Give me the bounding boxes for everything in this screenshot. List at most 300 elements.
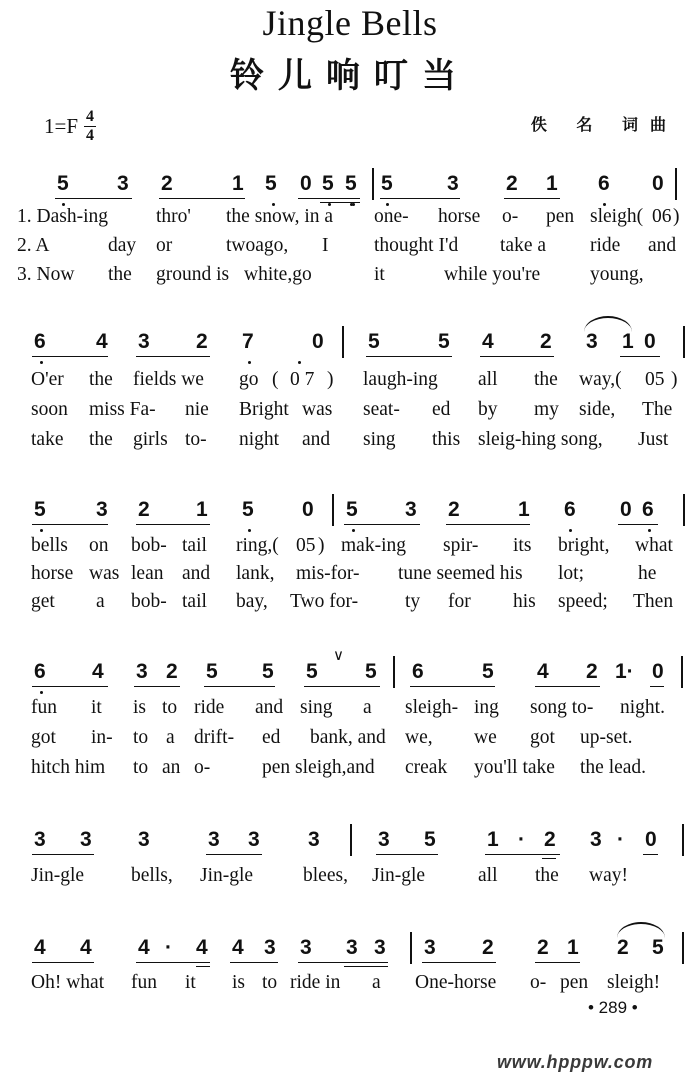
beam-underline [136,524,210,525]
note: 2 [448,498,460,521]
note: 2 [506,172,518,195]
note: 0 [302,498,314,521]
key-signature: 1=F [44,114,79,138]
beam-underline [298,198,360,199]
beam-underline [535,686,600,687]
tie-slur [584,316,632,332]
time-sig-top: 4 [86,108,95,125]
lyric-syllable: and [302,429,331,450]
breath-mark: ∨ [333,647,344,664]
lyric-syllable: up-set. [580,727,633,748]
lyric-syllable: fields we [133,369,204,390]
bar-line [410,932,412,964]
lyric-syllable: side, [579,399,616,420]
lyric-syllable: pen sleigh,and [262,757,375,778]
lyric-syllable: sleig-hing song, [478,429,603,450]
note: 0 [620,498,632,521]
lyric-syllable: mak-ing [341,535,406,556]
lyric-syllable: Bright [239,399,289,420]
lyric-syllable: Oh! what [31,972,105,993]
lyric-syllable: 1. Dash-ing [17,206,108,227]
lyric-syllable: all [478,865,498,886]
bar-line [372,168,374,200]
note: 5 [262,660,274,683]
lyric-syllable: his [513,591,536,612]
lyric-syllable: o- [502,206,519,227]
note: 1 [622,330,634,353]
lyric-syllable: seat- [363,399,400,420]
note: 3 [136,660,148,683]
lyric-syllable: pen [546,206,575,227]
note: 6 [34,660,46,683]
notation-line-6 [0,936,700,966]
lyric-syllable: bob- [131,535,167,556]
lyric-syllable: night. [620,697,665,718]
lyric-syllable: a [363,697,372,718]
lyric-syllable: or [156,235,173,256]
bar-line [683,494,685,526]
lyric-syllable: fun [131,972,157,993]
low-octave-dot [298,361,301,364]
bar-line [675,168,677,200]
note: · [518,828,525,851]
page-number: • 289 • [588,998,638,1017]
note: 5 [322,172,334,195]
note: 2 [161,172,173,195]
lyric-line-6-verse-1 [0,972,700,998]
note: 5 [381,172,393,195]
note: 0 [652,172,664,195]
lyric-syllable: ing [474,697,499,718]
lyric-syllable: an [162,757,181,778]
lyric-syllable: way,( [579,369,622,390]
lyric-syllable: to [133,727,149,748]
lyric-syllable: ring,( [236,535,279,556]
low-octave-dot [648,529,651,532]
lyric-line-3-verse-2 [0,563,700,589]
beam-underline [159,198,245,199]
lyric-syllable: ) [673,206,680,227]
lyric-syllable: horse [31,563,74,584]
low-octave-dot [569,529,572,532]
lyric-syllable: you'll take [474,757,555,778]
lyric-syllable: bay, [236,591,268,612]
note: 5 [345,172,357,195]
beam-underline [618,524,658,525]
lyric-syllable: ride [194,697,225,718]
lyric-syllable: 05 [645,369,665,390]
song-title-english: Jingle Bells [262,3,438,43]
lyric-syllable: the [89,429,113,450]
notation-line-2 [0,330,700,360]
lyric-syllable: white,go [244,264,312,285]
lyric-syllable: Jin-gle [31,865,85,886]
beam-underline [380,198,460,199]
lyric-syllable: was [89,563,120,584]
note: 2 [166,660,178,683]
lyric-syllable: ( [272,369,279,390]
note: 6 [642,498,654,521]
lyric-syllable: ) [318,535,325,556]
lyric-syllable: all [478,369,498,390]
song-title-chinese: 铃儿响叮当 [230,56,470,96]
note: 1 [487,828,499,851]
beam-underline [206,854,262,855]
lyric-syllable: got [31,727,56,748]
note: 0 [300,172,312,195]
note: 5 [368,330,380,353]
beam-underline [643,854,658,855]
note: 1 [518,498,530,521]
bar-line [683,326,685,358]
note: 5 [265,172,277,195]
lyric-syllable: I [322,235,329,256]
lyric-syllable: one- [374,206,409,227]
beam-underline [55,198,132,199]
lyric-syllable: song to- [530,697,594,718]
note: 1 [546,172,558,195]
note: 3 [138,828,150,851]
note: 0 [645,828,657,851]
low-octave-dot [40,529,43,532]
lyric-syllable: while you're [444,264,541,285]
note: 1 [196,498,208,521]
note: 6 [412,660,424,683]
note: 3 [138,330,150,353]
lyric-line-2-verse-2 [0,399,700,425]
note: 6 [564,498,576,521]
lyric-syllable: in- [91,727,113,748]
note: 4 [80,936,92,959]
lyric-syllable: is [232,972,246,993]
lyric-syllable: ty [405,591,421,612]
beam-underline [304,686,380,687]
lyric-syllable: pen [560,972,589,993]
lyric-syllable: speed; [558,591,608,612]
note: 3 [96,498,108,521]
note: 2 [544,828,556,851]
lyric-syllable: we, [405,727,433,748]
lyric-syllable: day [108,235,137,256]
beam-underline [344,524,420,525]
lyric-line-4-verse-2 [0,727,700,753]
lyric-syllable: twoago, [226,235,289,256]
beam-underline [136,962,210,963]
lyric-syllable: o- [194,757,211,778]
composer-credit: 佚 名 词曲 [530,115,678,134]
key-and-time-signature [44,108,96,145]
lyric-syllable: bright, [558,535,610,556]
lyric-syllable: fun [31,697,57,718]
lyric-syllable: drift- [194,727,235,748]
lyric-syllable: sing [300,697,333,718]
lyric-syllable: O'er [31,369,64,390]
note: 2 [540,330,552,353]
lyric-syllable: is [133,697,147,718]
lyric-syllable: a [166,727,175,748]
lyric-syllable: miss Fa- [89,399,156,420]
lyric-syllable: by [478,399,498,420]
beam-underline [620,356,660,357]
lyric-syllable: for [448,591,471,612]
lyric-syllable: thro' [156,206,191,227]
lyric-syllable: Two for- [290,591,359,612]
lyric-line-1-verse-1 [0,206,700,232]
lyric-syllable: this [432,429,461,450]
lyric-syllable: the [89,369,113,390]
lyric-syllable: girls [133,429,168,450]
beam-underline [504,198,560,199]
lyric-syllable: and [182,563,211,584]
low-octave-dot [248,529,251,532]
note: 3 [447,172,459,195]
beam-underline [446,524,530,525]
lyric-syllable: ed [262,727,281,748]
lyric-syllable: Then [633,591,674,612]
lyric-line-4-verse-1 [0,697,700,723]
double-beam-underline [542,858,556,859]
lyric-syllable: to [262,972,278,993]
lyric-syllable: take a [500,235,547,256]
bar-line [682,824,684,856]
lyric-syllable: way! [589,865,628,886]
lyric-syllable: creak [405,757,448,778]
note: 2 [196,330,208,353]
lyric-syllable: ride in [290,972,341,993]
lyric-syllable: ride [590,235,621,256]
note: · [165,936,172,959]
lyric-syllable: bank, and [310,727,386,748]
lyric-syllable: bob- [131,591,167,612]
lyric-syllable: 05 [296,535,316,556]
lyric-line-2-verse-3 [0,429,700,455]
lyric-syllable: horse [438,206,481,227]
low-octave-dot [40,361,43,364]
lyric-syllable: what [635,535,673,556]
note: 0 [644,330,656,353]
beam-underline [298,962,388,963]
note: 5 [57,172,69,195]
lyric-line-5-verse-1 [0,865,700,891]
low-octave-dot [352,529,355,532]
beam-underline [480,356,554,357]
lyric-syllable: blees, [303,865,348,886]
note: 3 [424,936,436,959]
lyric-syllable: it [185,972,196,993]
beam-underline [366,356,452,357]
lyric-syllable: he [638,563,657,584]
note: 3 [300,936,312,959]
note: 2 [537,936,549,959]
lyric-syllable: got [530,727,555,748]
lyric-syllable: ed [432,399,451,420]
time-signature [84,108,96,145]
tie-slur [617,922,665,938]
lyric-syllable: thought I'd [374,235,459,256]
lyric-syllable: hitch him [31,757,106,778]
lyric-syllable: a [372,972,381,993]
note: 3 [264,936,276,959]
lyric-syllable: its [513,535,532,556]
note: 4 [92,660,104,683]
lyric-syllable: spir- [443,535,479,556]
note: 1· [615,660,634,683]
lyric-syllable: tail [182,591,207,612]
beam-underline [32,524,108,525]
beam-underline [32,356,108,357]
note: 5 [34,498,46,521]
low-octave-dot [40,691,43,694]
lyric-syllable: go [239,369,259,390]
note: 4 [232,936,244,959]
lyric-syllable: and [648,235,677,256]
beam-underline [422,962,496,963]
note: 1 [232,172,244,195]
note: 4 [196,936,208,959]
note: 2 [586,660,598,683]
note: 3 [117,172,129,195]
lyric-syllable: we [474,727,497,748]
lyric-syllable: One-horse [415,972,497,993]
beam-underline [376,854,438,855]
lyric-syllable: get [31,591,55,612]
lyric-syllable: the snow, in a [226,206,334,227]
lyric-syllable: it [91,697,102,718]
watermark: www.hpppw.com [497,1052,654,1072]
note: · [617,828,624,851]
lyric-syllable: soon [31,399,68,420]
beam-underline [32,854,94,855]
note: 4 [138,936,150,959]
lyric-line-4-verse-3 [0,757,700,783]
lyric-line-3-verse-3 [0,591,700,617]
note: 2 [482,936,494,959]
lyric-syllable: sleigh! [607,972,661,993]
beam-underline [230,962,278,963]
lyric-syllable: a [96,591,105,612]
lyric-syllable: the [108,264,132,285]
note: 5 [346,498,358,521]
lyric-syllable: The [642,399,673,420]
lyric-syllable: lank, [236,563,275,584]
lyric-syllable: ground is [156,264,230,285]
bar-line [350,824,352,856]
notation-line-4 [0,647,700,690]
beam-underline [136,356,210,357]
note: 3 [374,936,386,959]
lyric-syllable: Just [638,429,669,450]
bar-line [393,656,395,688]
notation-line-1 [0,172,700,202]
bar-line [682,932,684,964]
beam-underline [204,686,275,687]
note: 5 [482,660,494,683]
double-beam-underline [344,966,388,967]
lyric-syllable: Jin-gle [372,865,426,886]
beam-underline [32,962,94,963]
bar-line [332,494,334,526]
beam-underline [410,686,495,687]
note: 6 [598,172,610,195]
bar-line [681,656,683,688]
note: 3 [378,828,390,851]
lyric-line-1-verse-2 [0,235,700,261]
note: 0 [312,330,324,353]
time-sig-bottom: 4 [86,127,95,144]
note: 3 [586,330,598,353]
low-octave-dot [248,361,251,364]
lyric-syllable: the [534,369,558,390]
lyric-syllable: mis-for- [296,563,360,584]
note: 3 [590,828,602,851]
note: 5 [365,660,377,683]
note: 5 [424,828,436,851]
lyric-syllable: Jin-gle [200,865,254,886]
note: 3 [405,498,417,521]
lyric-syllable: laugh-ing [363,369,438,390]
double-beam-underline [196,966,210,967]
note: 5 [206,660,218,683]
beam-underline [535,962,580,963]
note: 1 [567,936,579,959]
lyric-syllable: was [302,399,333,420]
note: 5 [306,660,318,683]
beam-underline [485,854,560,855]
lyric-syllable: my [534,399,559,420]
lyric-syllable: young, [590,264,644,285]
note: 0 [652,660,664,683]
note: 4 [96,330,108,353]
lyric-syllable: bells [31,535,68,556]
lyric-syllable: tune seemed his [398,563,523,584]
lyric-syllable: sleigh( [590,206,644,227]
beam-underline [134,686,180,687]
lyric-syllable: to [133,757,149,778]
bar-line [342,326,344,358]
lyric-syllable: bells, [131,865,173,886]
note: 3 [34,828,46,851]
note: 3 [248,828,260,851]
lyric-syllable: ) [671,369,678,390]
lyric-syllable: take [31,429,64,450]
note: 7 [242,330,254,353]
note: 6 [34,330,46,353]
lyric-line-1-verse-3 [0,264,700,290]
lyric-syllable: sleigh- [405,697,459,718]
beam-underline [650,686,664,687]
lyric-syllable: 0 7 [290,369,315,390]
note: 4 [34,936,46,959]
lyric-syllable: ) [327,369,334,390]
beam-underline [32,686,108,687]
lyric-syllable: night [239,429,280,450]
lyric-syllable: it [374,264,385,285]
lyric-syllable: and [255,697,284,718]
lyric-syllable: nie [185,399,209,420]
lyric-syllable: lean [131,563,164,584]
notation-line-5 [0,828,700,858]
lyric-syllable: on [89,535,109,556]
lyric-syllable: the lead. [580,757,647,778]
lyric-syllable: to [162,697,178,718]
lyric-line-3-verse-1 [0,535,700,561]
lyric-syllable: the [535,865,559,886]
lyric-syllable: to- [185,429,207,450]
note: 4 [482,330,494,353]
lyric-syllable: tail [182,535,207,556]
lyric-syllable: lot; [558,563,585,584]
note: 5 [438,330,450,353]
